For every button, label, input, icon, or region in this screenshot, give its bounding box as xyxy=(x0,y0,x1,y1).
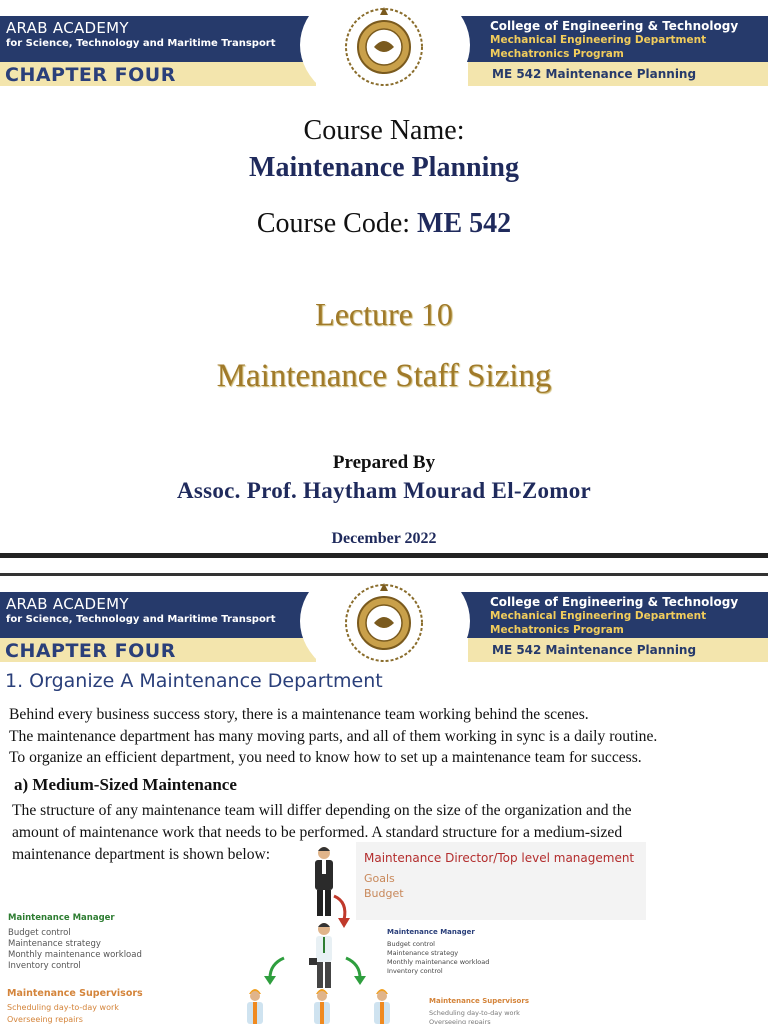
academy-name: ARAB ACADEMY xyxy=(6,19,129,37)
manager-item-right: Monthly maintenance workload xyxy=(387,958,490,966)
manager-title-right: Maintenance Manager xyxy=(387,928,475,936)
slide-organize xyxy=(0,576,768,1024)
supervisors-item: Scheduling day-to-day work xyxy=(7,1003,119,1012)
course-code-value: ME 542 xyxy=(417,208,512,239)
supervisors-title: Maintenance Supervisors xyxy=(7,988,143,999)
manager-item-right: Inventory control xyxy=(387,967,443,975)
prepared-by-label: Prepared By xyxy=(332,452,436,473)
manager-item: Monthly maintenance workload xyxy=(8,950,142,960)
supervisor-person-icon xyxy=(311,986,333,1024)
lecture-title: Maintenance Staff Sizing xyxy=(216,358,552,394)
course-tag: ME 542 Maintenance Planning xyxy=(492,67,697,81)
manager-item: Budget control xyxy=(8,928,71,938)
department-name: Mechanical Engineering Department xyxy=(490,34,707,46)
academy-subtitle: for Science, Technology and Maritime Transport xyxy=(6,614,276,625)
college-name: College of Engineering & Technology xyxy=(490,595,739,609)
manager-item: Inventory control xyxy=(8,961,81,971)
academy-logo-icon xyxy=(339,579,429,669)
manager-item-right: Budget control xyxy=(387,940,435,948)
manager-person-icon xyxy=(309,922,339,992)
course-tag: ME 542 Maintenance Planning xyxy=(492,643,697,657)
paragraph-line: The structure of any maintenance team will differ depending on the size of the organization and the xyxy=(12,802,632,819)
lecture-number: Lecture 10 xyxy=(315,296,453,332)
intro-paragraph xyxy=(9,704,768,769)
paragraph-line: The maintenance department has many moving parts, and all of them working in sync is a daily routine. xyxy=(9,727,658,745)
supervisor-person-icon xyxy=(244,986,266,1024)
arrow-right-down-icon xyxy=(342,956,368,986)
course-name-label: Course Name: xyxy=(303,115,465,146)
subsection-title: a) Medium-Sized Maintenance xyxy=(14,775,237,794)
academy-name: ARAB ACADEMY xyxy=(6,595,129,613)
arrow-left-down-icon xyxy=(262,956,288,986)
paragraph-line: amount of maintenance work that needs to be performed. A standard structure for a medium-sized xyxy=(12,824,623,841)
program-name: Mechatronics Program xyxy=(490,48,624,60)
supervisors-title-right: Maintenance Supervisors xyxy=(429,997,529,1005)
manager-title: Maintenance Manager xyxy=(8,913,115,923)
manager-item-right: Maintenance strategy xyxy=(387,949,459,957)
supervisors-item-right: Scheduling day-to-day work xyxy=(429,1009,520,1017)
supervisors-item-right: Overseeing repairs xyxy=(429,1018,491,1024)
paragraph-line: To organize an efficient department, you need to know how to set up a maintenance team for success. xyxy=(9,749,642,766)
director-item: Goals xyxy=(364,872,395,885)
academy-logo-icon xyxy=(339,3,429,93)
slide-separator xyxy=(0,553,768,576)
supervisor-person-icon xyxy=(371,986,393,1024)
director-item: Budget xyxy=(364,887,404,900)
academy-subtitle: for Science, Technology and Maritime Transport xyxy=(6,38,276,49)
chapter-label: CHAPTER FOUR xyxy=(5,640,176,662)
slide-header xyxy=(0,576,768,664)
course-code-label: Course Code: xyxy=(256,208,418,239)
program-name: Mechatronics Program xyxy=(490,624,624,636)
course-name: Maintenance Planning xyxy=(249,152,519,183)
section-title: 1. Organize A Maintenance Department xyxy=(5,670,383,692)
manager-item: Maintenance strategy xyxy=(8,939,101,949)
date: December 2022 xyxy=(331,530,437,547)
college-name: College of Engineering & Technology xyxy=(490,19,739,33)
course-code xyxy=(0,208,768,240)
chapter-label: CHAPTER FOUR xyxy=(5,64,176,86)
author-name: Assoc. Prof. Haytham Mourad El-Zomor xyxy=(176,478,592,503)
paragraph-line: maintenance department is shown below: xyxy=(12,846,271,863)
supervisors-item: Overseeing repairs xyxy=(7,1015,83,1024)
director-title: Maintenance Director/Top level management xyxy=(364,851,635,865)
slide-header xyxy=(0,0,768,88)
department-name: Mechanical Engineering Department xyxy=(490,610,707,622)
paragraph-line: Behind every business success story, there is a maintenance team working behind the scenes. xyxy=(9,706,589,723)
